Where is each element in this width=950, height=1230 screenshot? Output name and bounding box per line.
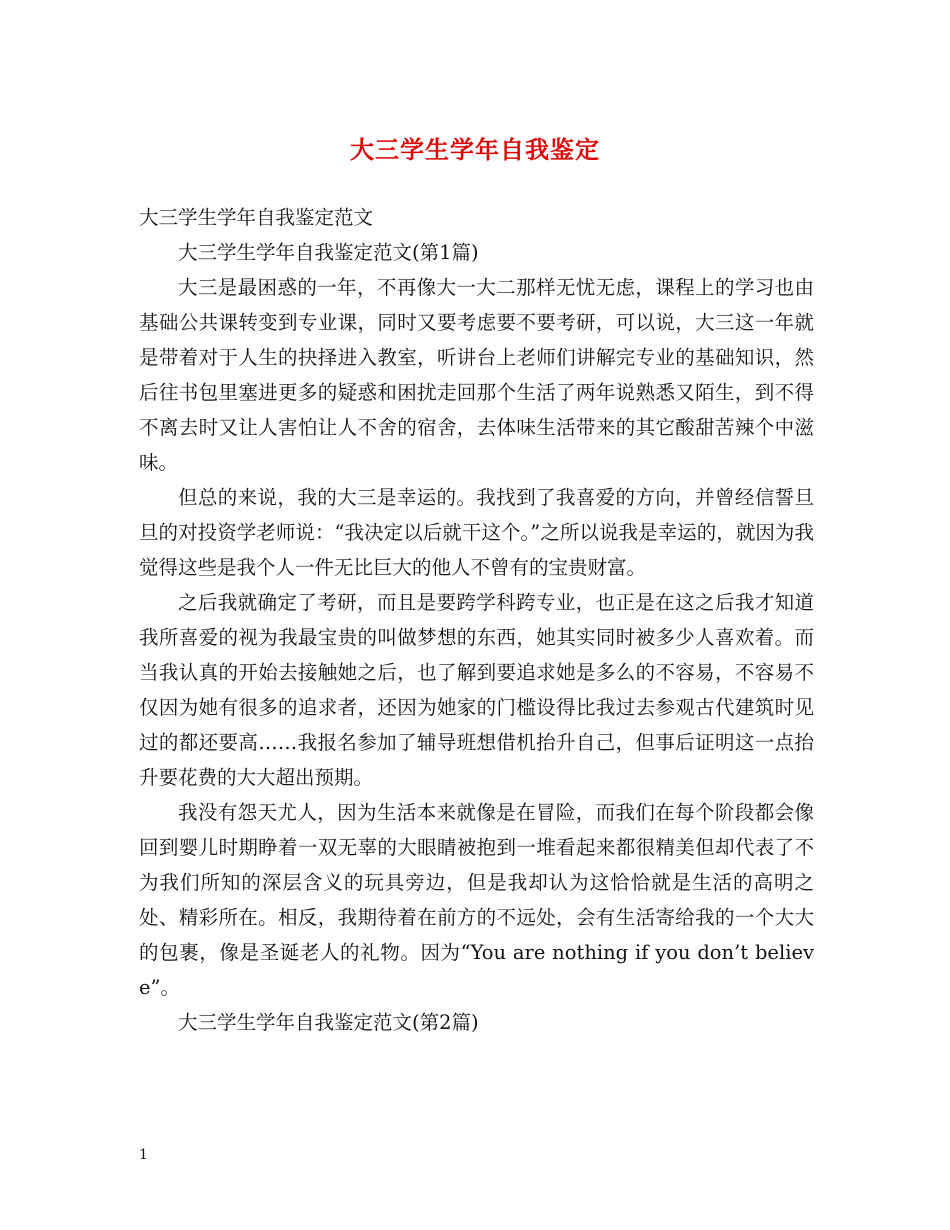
paragraph-section-1-title: 大三学生学年自我鉴定范文(第1篇) bbox=[178, 241, 479, 264]
document-title: 大三学生学年自我鉴定 bbox=[350, 135, 600, 164]
paragraph: 大三是最困惑的一年，不再像大一大二那样无忧无虑，课程上的学习也由基础公共课转变到专业课，同时又要考虑要不要考研，可以说，大三这一年就是带着对于人生的抉择进入教室，听讲台上老师们讲解完专业的基础知识，然后往书包里塞进更多的疑惑和困扰走回那个生活了两年说熟悉又陌生，到不得不离去时又让人害怕让人不舍的宿舍，去体味生活带来的其它酸甜苦辣个中滋味。 bbox=[139, 276, 814, 474]
page-number: 1 bbox=[139, 1147, 148, 1163]
paragraph-section-2-title: 大三学生学年自我鉴定范文(第2篇) bbox=[178, 1011, 479, 1034]
paragraph: 但总的来说，我的大三是幸运的。我找到了我喜爱的方向，并曾经信誓旦旦的对投资学老师说：“我决定以后就干这个。”之所以说我是幸运的，就因为我觉得这些是我个人一件无比巨大的他人不曾有的宝贵财富。 bbox=[139, 486, 814, 579]
document-body bbox=[139, 200, 814, 1040]
paragraph: 我没有怨天尤人，因为生活本来就像是在冒险，而我们在每个阶段都会像回到婴儿时期睁着一双无辜的大眼睛被抱到一堆看起来都很精美但却代表了不为我们所知的深层含义的玩具旁边，但是我却认为这恰恰就是生活的高明之处、精彩所在。相反，我期待着在前方的不远处，会有生活寄给我的一个大大的包裹，像是圣诞老人的礼物。因为“You are nothing if you don’t believe”。 bbox=[139, 801, 814, 999]
paragraph: 之后我就确定了考研，而且是要跨学科跨专业，也正是在这之后我才知道我所喜爱的视为我最宝贵的叫做梦想的东西，她其实同时被多少人喜欢着。而当我认真的开始去接触她之后，也了解到要追求她是多么的不容易，不容易不仅因为她有很多的追求者，还因为她家的门槛设得比我过去参观古代建筑时见过的都还要高……我报名参加了辅导班想借机抬升自己，但事后证明这一点抬升要花费的大大超出预期。 bbox=[139, 591, 814, 789]
paragraph-heading: 大三学生学年自我鉴定范文 bbox=[139, 206, 374, 229]
